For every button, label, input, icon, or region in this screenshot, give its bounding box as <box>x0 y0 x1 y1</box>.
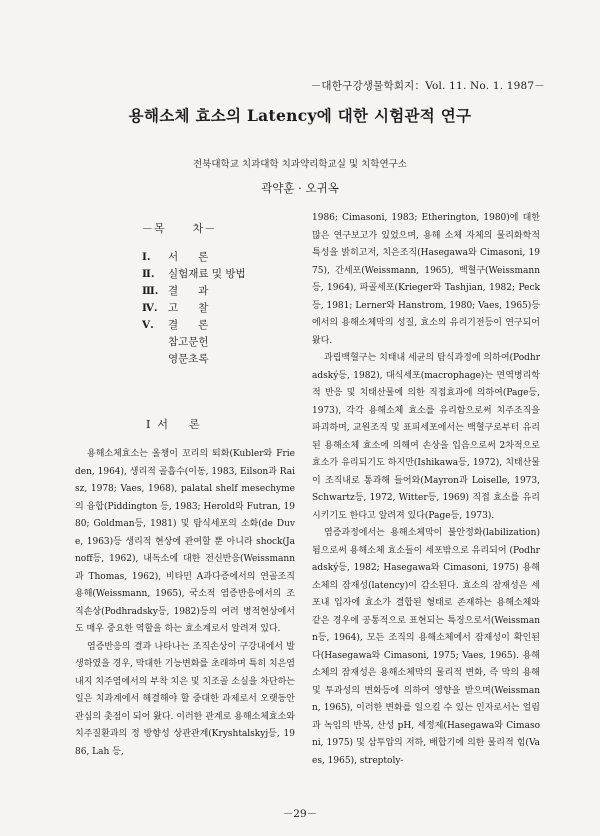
toc-item-number: Ⅱ. <box>142 268 155 280</box>
toc-item <box>142 334 292 351</box>
toc-item-number: Ⅲ. <box>142 285 159 297</box>
toc-item-number: Ⅴ. <box>142 319 154 331</box>
authors: 곽약훈 · 오귀옥 <box>261 181 339 195</box>
toc-item-number <box>142 334 168 351</box>
body-column-left <box>75 446 295 761</box>
toc-item-number <box>142 351 168 368</box>
toc-item-number: Ⅳ. <box>142 302 158 314</box>
table-of-contents <box>142 249 292 368</box>
toc-item <box>142 283 292 300</box>
toc-item-label: 영문초록 <box>168 353 209 365</box>
body-paragraph: 염증과정에서는 용해소체막이 불안정화(labilization)됨으로써 용해소체 효소들이 세포밖으로 유리되어 (Podhradský등, 1982; Hasegawa와 Cimasoni, 1975) 용해소체의 잠재성(latency)이 감소된다. 효소의 잠재성은 세포내 입자에 효소가 결합된 형태로 존재하는 용해소체와 같은 경우에 공통적으로 표현되는 특징으로서(Weissmann등, 1964), 모든 조직의 용해소체에서 잠재성이 확인된다(Hasegawa와 Cimasoni, 1975; Vaes, 1965). 용해소체의 잠재성은 용해소체막의 물리적 변화, 즉 막의 용해 및 투과성의 변화등에 의하여 영향을 받으며(Weissmann, 1965), 이러한 변화를 일으킬 수 있는 인자로서는 얼림과 녹임의 반복, 산성 pH, 세정제(Hasegawa와 Cimasoni, 1975) 및 삼투압의 저하, 배합기에 의한 물리적 힘(Vaes, 1965), streptoly- <box>312 528 540 766</box>
toc-item-label: 서 론 <box>168 251 209 263</box>
toc-item <box>142 249 292 266</box>
toc-item <box>142 317 292 334</box>
toc-item <box>142 300 292 317</box>
toc-item-label: 결 과 <box>168 285 209 297</box>
body-paragraph: 과립백혈구는 치태내 세균의 탐식과정에 의하여(Podhradský등, 1982), 대식세포(macrophage)는 면역병리학적 반응 및 치태산물에 의한 직접효과에 의하여(Page등, 1973), 각각 용해소체 효소를 유리함으로써 치주조직을 파괴하며, 교원조직 및 표피세포에서는 백혈구로부터 유리된 용해소체 효소에 의해여 손상을 입음으로써 2차적으로 효소가 유리되기도 하지만(Ishikawa등, 1972), 치태산물이 조직내로 통과해 들어와(Mayron과 Loiselle, 1973, Schwartz등, 1972, Witter등, 1969) 직접 효소를 유리시키기도 한다고 알려져 있다(Page등, 1973). <box>312 353 540 521</box>
toc-item-label: 실험재료 및 방법 <box>168 268 246 280</box>
page-number: －29－ <box>282 808 318 820</box>
toc-item-label: 참고문헌 <box>168 336 209 348</box>
body-paragraph: 1986; Cimasoni, 1983; Etherington, 1980)에 대한 많은 연구보고가 있었으며, 용해 소체 자체의 물리화학적 특성을 밝히고저, 치은조직(Hasegawa와 Cimasoni, 1975), 간세포(Weissmann, 1965), 백혈구(Weissmann 등, 1964), 파골세포(Krieger와 Tashjian, 1982; Peck등, 1981; Lerner와 Hanstrom, 1980; Vaes, 1965)등에서의 용해소체막의 성질, 효소의 유리기전등이 연구되어 왔다. <box>312 213 540 346</box>
toc-item-number: Ⅰ. <box>142 251 151 263</box>
toc-heading: －목 차－ <box>142 222 217 235</box>
toc-item-label: 고 찰 <box>168 302 209 314</box>
body-paragraph: 염증반응의 결과 나타나는 조직손상이 구강내에서 발생하였을 경우, 막대한 기능변화를 초래하며 특히 치은염 내지 치주염에서의 부착 치은 및 치조골 소실을 차단하는 일은 치과계에서 해결해야 할 중대한 과제로서 오랫동안 관심의 촛점이 되어 왔다. 이러한 관계로 용해소체효소와 치주질환과의 정 방향성 상관관계(Kryshtalskyj등, 1986, Lah 등, <box>75 641 295 757</box>
body-column-right <box>312 210 540 770</box>
toc-item <box>142 351 292 368</box>
section-heading-introduction: Ⅰ 서 론 <box>146 418 200 431</box>
affiliation: 전북대학교 치과대학 치과약리학교실 및 치학연구소 <box>193 159 407 170</box>
paper-title: 용해소체 효소의 Latency에 대한 시험관적 연구 <box>128 106 472 125</box>
toc-item <box>142 266 292 283</box>
body-paragraph: 용해소체효소는 올챙이 꼬리의 퇴화(Kubler와 Frieden, 1964), 생리적 골흡수(이동, 1983, Eilson과 Raisz, 1978; Vaes, 1968), palatal shelf mesechyme의 융합(Piddington 등, 1983; Herold와 Futran, 1980; Goldman등, 1981) 및 탐식세포의 소화(de Duve, 1963)등 생리적 현상에 관여할 뿐 아니라 shock(Janoff등, 1962), 내독소에 대한 전신반응(Weissmann과 Thomas, 1962), 비타민 A과다증에서의 연골조직 용해(Weissmann, 1965), 국소적 염증반응에서의 조직손상(Podhradsky등, 1982)등의 여러 병적현상에서도 매우 중요한 역할을 하는 효소계로서 알려져 있다. <box>75 449 295 634</box>
toc-item-label: 결 론 <box>168 319 209 331</box>
journal-header: －대한구강생물학회지：Vol. 11. No. 1. 1987－ <box>310 80 545 92</box>
